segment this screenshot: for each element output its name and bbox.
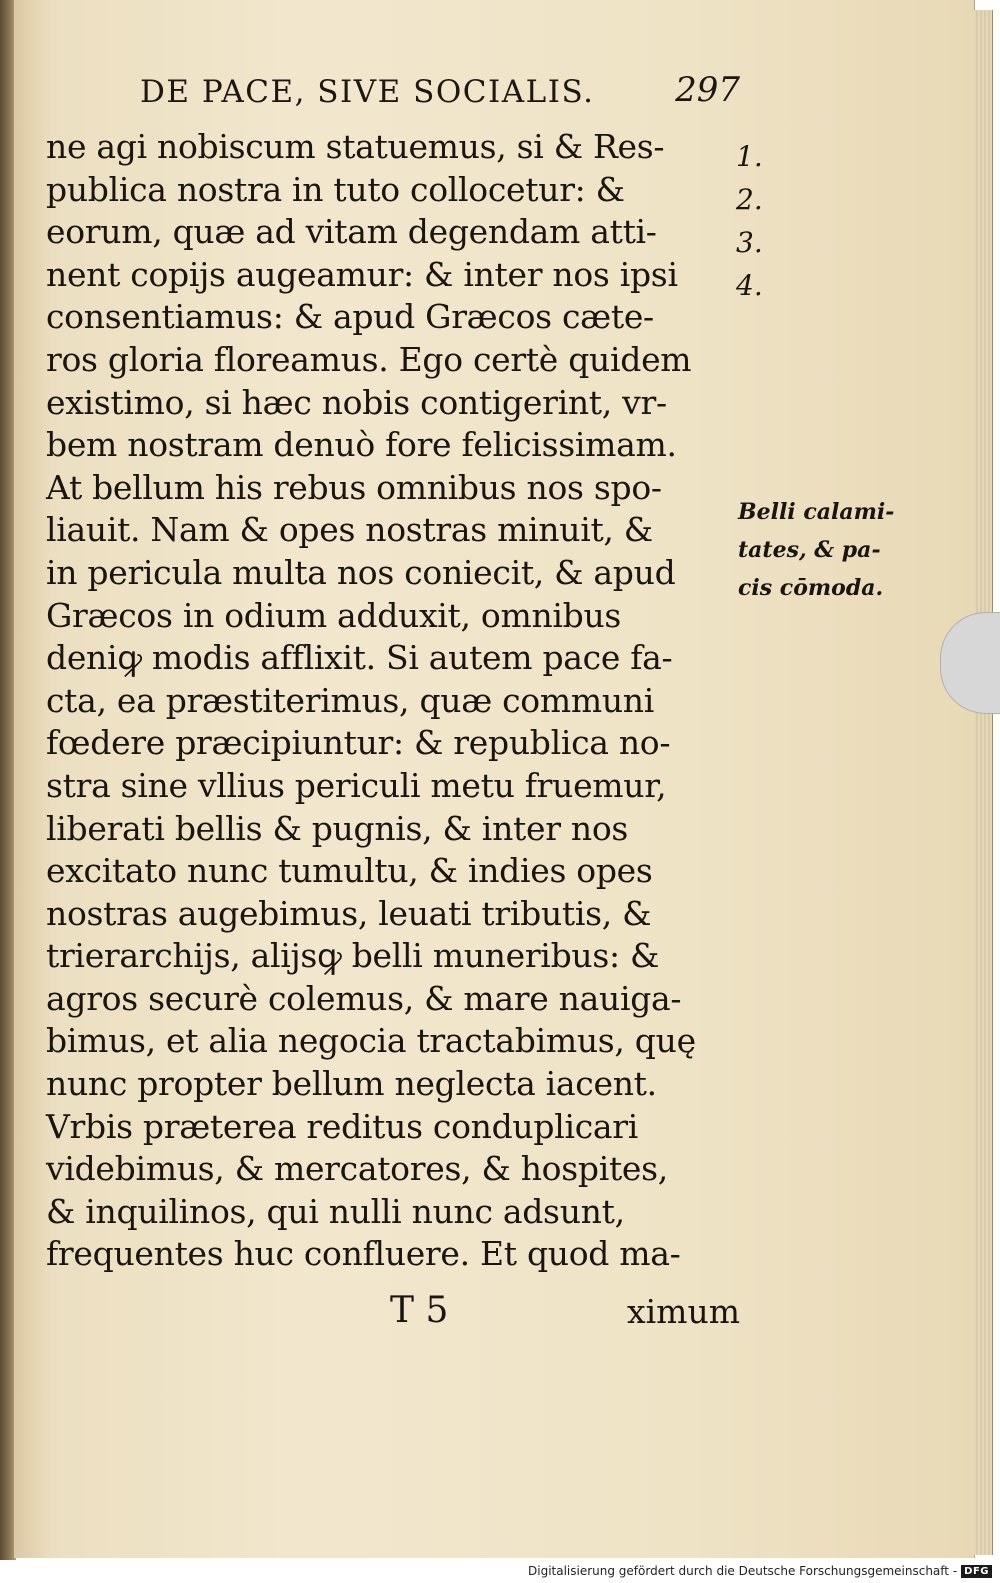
text-line: liauit. Nam & opes nostras minuit, & xyxy=(46,510,653,550)
text-line: bimus, et alia negocia tractabimus, quę xyxy=(46,1021,696,1061)
text-line: liberati bellis & pugnis, & inter nos xyxy=(46,808,629,848)
page-footer xyxy=(40,1290,740,1336)
text-line: ros gloria floreamus. Ego certè quidem xyxy=(46,339,692,379)
text-line: Vrbis præterea reditus conduplicari xyxy=(46,1106,639,1146)
text-line: consentiamus: & apud Græcos cæte- xyxy=(46,297,654,337)
text-line: cta, ea præstiterimus, quæ communi xyxy=(46,680,655,720)
catchword: ximum xyxy=(626,1292,740,1331)
main-text-block xyxy=(46,126,746,1276)
page-edges xyxy=(974,10,993,1555)
dfg-logo: DFG xyxy=(961,1565,992,1578)
text-line: stra sine vllius periculi metu fruemur, xyxy=(46,765,667,805)
text-line: Græcos in odium adduxit, omnibus xyxy=(46,595,622,635)
text-line: excitato nunc tumultu, & indies opes xyxy=(46,851,653,891)
digitization-credit xyxy=(528,1561,992,1581)
text-line: in pericula multa nos coniecit, & apud xyxy=(46,552,676,592)
marginal-note-line: cis cōmoda. xyxy=(738,575,884,601)
margin-number: 1. xyxy=(736,140,763,173)
margin-number: 2. xyxy=(736,183,763,216)
text-line: & inquilinos, qui nulli nunc adsunt, xyxy=(46,1191,625,1231)
margin-numbers xyxy=(736,140,796,312)
marginal-note xyxy=(738,493,918,607)
credit-text: Digitalisierung gefördert durch die Deutsche Forschungsgemeinschaft - xyxy=(528,1564,958,1578)
text-line: bem nostram denuò fore felicissimam. xyxy=(46,425,677,465)
text-line: nent copijs augeamur: & inter nos ipsi xyxy=(46,254,678,294)
signature-mark: T 5 xyxy=(390,1290,449,1331)
text-line: videbimus, & mercatores, & hospites, xyxy=(46,1149,668,1189)
text-line: nostras augebimus, leuati tributis, & xyxy=(46,893,652,933)
text-line: eorum, quæ ad vitam degendam atti- xyxy=(46,212,657,252)
text-line: deniꝙ modis afflixit. Si autem pace fa- xyxy=(46,638,673,678)
margin-number: 4. xyxy=(736,269,763,302)
text-line: fœdere præcipiuntur: & republica no- xyxy=(46,723,671,763)
marginal-note-line: tates, & pa- xyxy=(738,537,881,563)
text-line: existimo, si hæc nobis contigerint, vr- xyxy=(46,382,667,422)
text-line: publica nostra in tuto collocetur: & xyxy=(46,169,625,209)
text-line: trierarchijs, alijsꝙ belli muneribus: & xyxy=(46,936,660,976)
page-header xyxy=(140,70,740,114)
text-line: ne agi nobiscum statuemus, si & Res- xyxy=(46,127,665,166)
text-line: At bellum his rebus omnibus nos spo- xyxy=(46,467,662,507)
margin-number: 3. xyxy=(736,226,763,259)
running-title: DE PACE, SIVE SOCIALIS. xyxy=(140,74,595,110)
text-line: nunc propter bellum neglecta iacent. xyxy=(46,1064,657,1104)
page-number: 297 xyxy=(675,70,740,110)
text-line: frequentes huc confluere. Et quod ma- xyxy=(46,1234,681,1274)
marginal-note-line: Belli calami- xyxy=(738,499,895,525)
text-line: agros securè colemus, & mare nauiga- xyxy=(46,978,682,1018)
